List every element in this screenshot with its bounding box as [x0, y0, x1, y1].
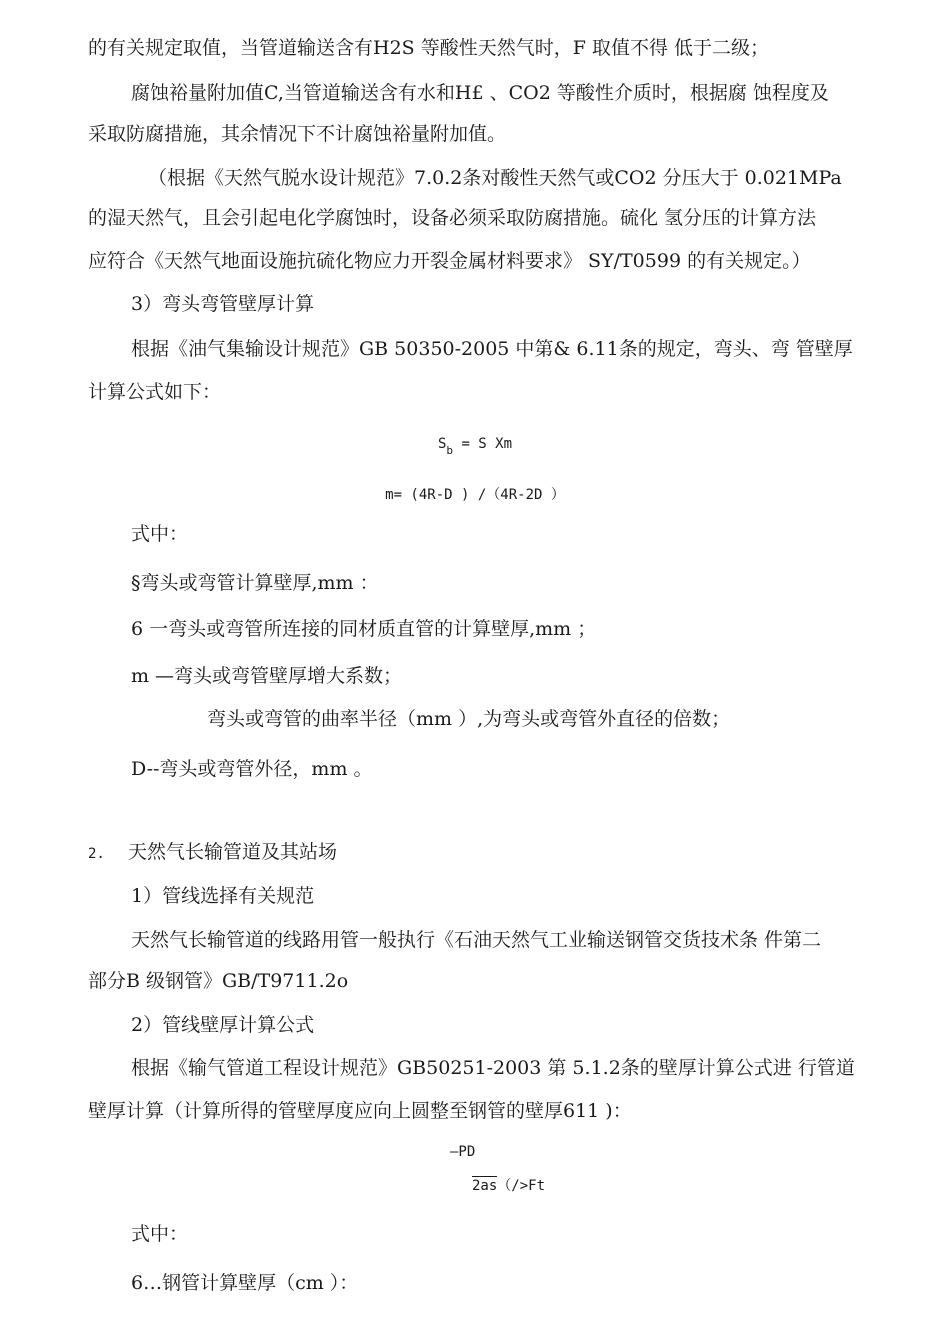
formula-numerator: —PD — [450, 1144, 476, 1160]
formula-symbol: S — [437, 436, 447, 452]
paragraph-line: 的有关规定取值，当管道输送含有H2S 等酸性天然气时，F 取值不得 低于二级； — [88, 37, 769, 59]
definition-line: m —弯头或弯管壁厚增大系数； — [131, 665, 403, 687]
paragraph-line: 根据《输气管道工程设计规范》GB50251-2003 第 5.1.2条的壁厚计算公式进 行管道 — [131, 1057, 855, 1079]
definition-line: §弯头或弯管计算壁厚,mm ： — [131, 572, 379, 594]
section-title: 天然气长输管道及其站场 — [128, 841, 338, 863]
formula-m: m= (4R-D ) /（4R-2D ） — [385, 487, 565, 503]
definition-line: 6…钢管计算壁厚（cm ）： — [131, 1272, 359, 1294]
subsection-heading: 3）弯头弯管壁厚计算 — [131, 293, 315, 315]
paragraph-line: 的湿天然气，且会引起电化学腐蚀时，设备必须采取防腐措施。硫化 氢分压的计算方法 — [88, 207, 817, 229]
paragraph-line: 采取防腐措施，其余情况下不计腐蚀裕量附加值。 — [88, 123, 507, 145]
paragraph-line: 应符合《天然气地面设施抗硫化物应力开裂金属材料要求》 SY/T0599 的有关规定。） — [88, 250, 811, 272]
formula-denominator-row — [472, 1174, 672, 1198]
definition-line: 弯头或弯管的曲率半径（mm ）,为弯头或弯管外直径的倍数； — [207, 708, 731, 730]
section-number: 2. — [88, 846, 105, 862]
section-heading — [88, 840, 868, 866]
formula-tail: （/>Ft — [497, 1178, 546, 1194]
definition-line: D--弯头或弯管外径，mm 。 — [131, 758, 373, 780]
formula-denominator: 2as — [472, 1178, 498, 1194]
paragraph-line: 计算公式如下： — [88, 381, 222, 403]
subsection-heading: 2）管线壁厚计算公式 — [131, 1014, 315, 1036]
paragraph-line: 天然气长输管道的线路用管一般执行《石油天然气工业输送钢管交货技术条 件第二 — [131, 929, 822, 951]
paragraph-line: （根据《天然气脱水设计规范》7.0.2条对酸性天然气或CO2 分压大于 0.021MPa — [148, 167, 842, 189]
formula-rhs: = S Xm — [461, 436, 513, 452]
formula-subscript: b — [446, 444, 454, 457]
definition-line: 6 一弯头或弯管所连接的同材质直管的计算壁厚,mm ； — [131, 618, 597, 640]
formula-bend-thickness — [0, 432, 950, 457]
paragraph-line: 腐蚀裕量附加值C,当管道输送含有水和H£ 、CO2 等酸性介质时，根据腐 蚀程度及 — [131, 82, 829, 104]
where-label: 式中： — [131, 523, 189, 545]
paragraph-line: 壁厚计算（计算所得的管壁厚度应向上圆整至钢管的壁厚611 )： — [88, 1100, 632, 1122]
subsection-heading: 1）管线选择有关规范 — [131, 885, 315, 907]
paragraph-line: 部分B 级钢管》GB/T9711.2o — [88, 970, 349, 992]
where-label: 式中： — [131, 1223, 189, 1245]
paragraph-line: 根据《油气集输设计规范》GB 50350-2005 中第& 6.11条的规定，弯头、弯 管壁厚 — [131, 338, 853, 360]
